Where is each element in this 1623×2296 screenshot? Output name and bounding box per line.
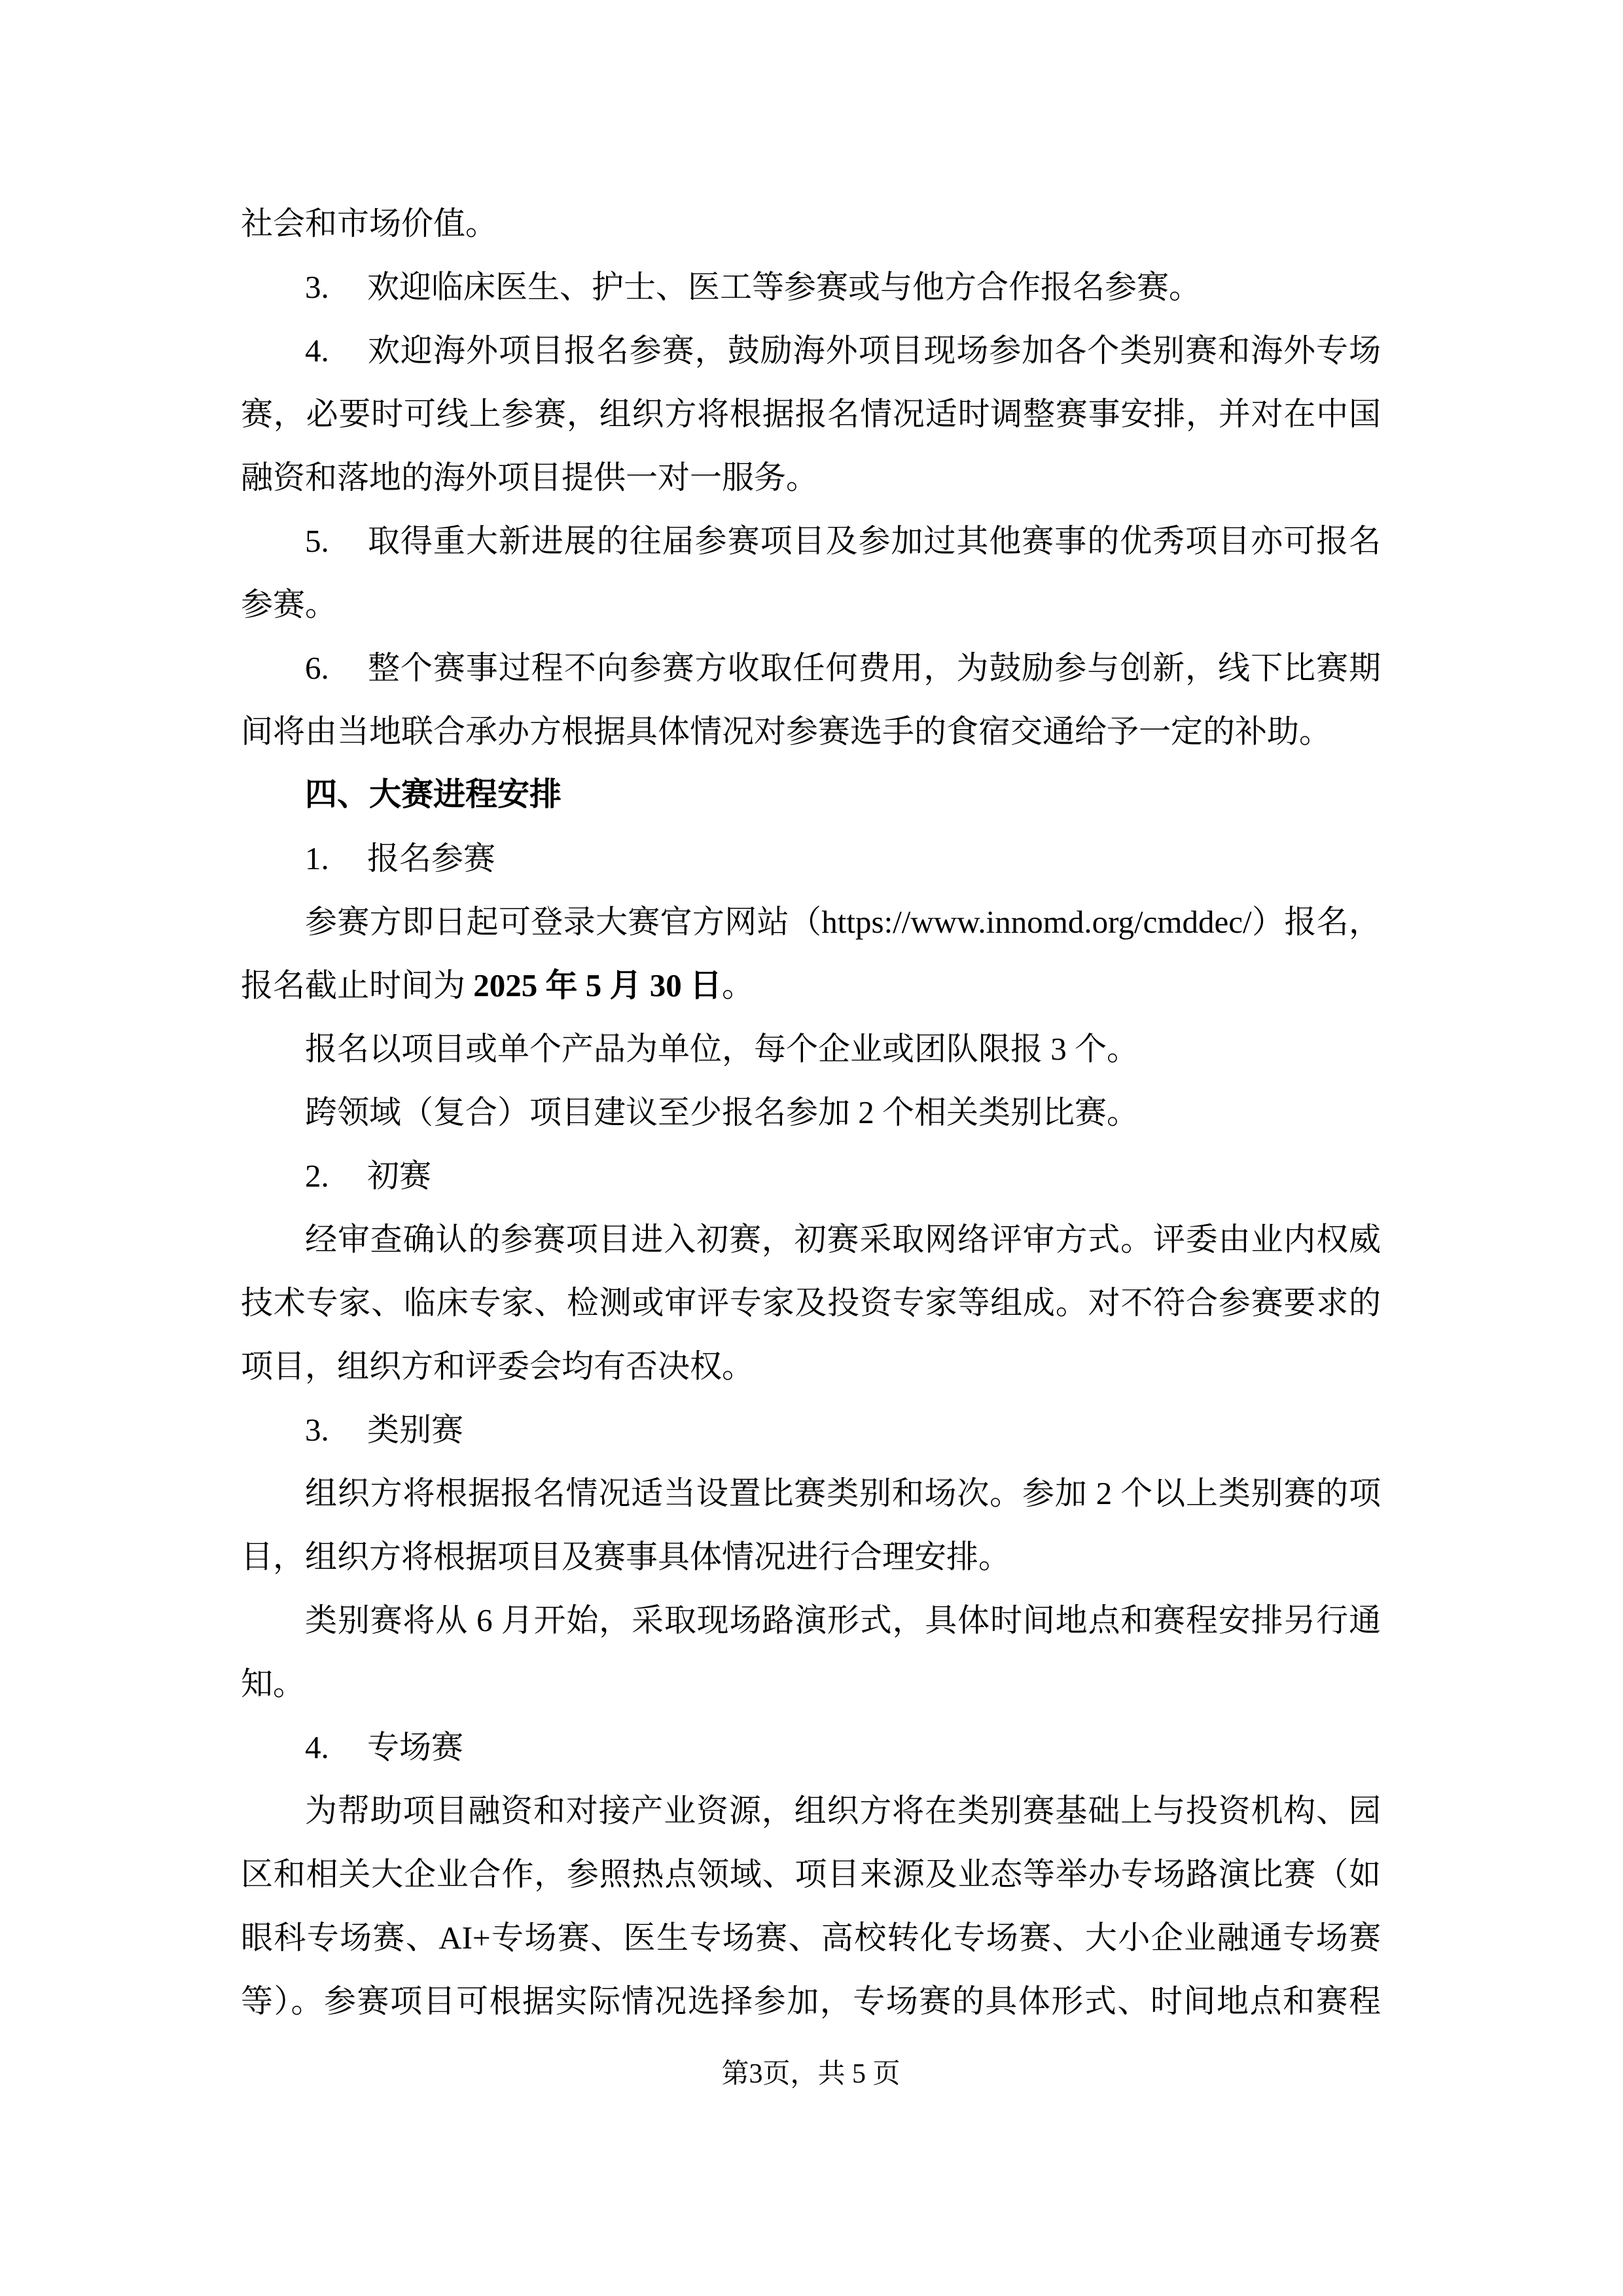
body-paragraph: 类别赛将从 6 月开始，采取现场路演形式，具体时间地点和赛程安排另行通知。 (241, 1602, 1381, 1702)
body-paragraph: 为帮助项目融资和对接产业资源，组织方将在类别赛基础上与投资机构、园区和相关大企业合作，参照热点领域、项目来源及业态等举办专场路演比赛（如眼科专场赛、AI+专场赛、医生专场赛、高校转化专场赛、大小企业融通专场赛等）。参赛项目可根据实际情况选择参加，专场赛的具体形式、时间地点和赛程 (241, 1793, 1381, 2019)
body-paragraph: 社会和市场价值。 (241, 206, 498, 242)
paragraph-text: 参赛方即日起可登录大赛官方网站（ (305, 904, 822, 940)
numbered-item (241, 1398, 1381, 1462)
item-text: 欢迎海外项目报名参赛，鼓励海外项目现场参加各个类别赛和海外专场赛，必要时可线上参赛，组织方将根据报名情况适时调整赛事安排，并对在中国融资和落地的海外项目提供一对一服务。 (241, 332, 1381, 495)
item-number: 3. (305, 1412, 329, 1448)
url-text: https://www.innomd.org/cmddec/ (821, 904, 1252, 940)
item-number: 4. (305, 1729, 329, 1765)
item-text: 取得重大新进展的往届参赛项目及参加过其他赛事的优秀项目亦可报名参赛。 (241, 523, 1381, 622)
document-body (241, 192, 1381, 2033)
item-text: 欢迎临床医生、护士、医工等参赛或与他方合作报名参赛。 (367, 269, 1202, 305)
numbered-item (241, 255, 1381, 319)
page-number-text: 第3页，共 5 页 (721, 2059, 901, 2089)
item-number: 2. (305, 1158, 329, 1194)
item-number: 5. (305, 523, 329, 559)
item-text: 初赛 (367, 1158, 432, 1194)
item-text: 整个赛事过程不向参赛方收取任何费用，为鼓励参与创新，线下比赛期间将由当地联合承办方根据具体情况对参赛选手的食宿交通给予一定的补助。 (241, 650, 1381, 749)
item-number: 1. (305, 840, 329, 876)
item-number: 4. (305, 332, 329, 368)
item-number: 6. (305, 650, 329, 686)
paragraph-text: 。 (722, 967, 755, 1003)
deadline-date: 2025 年 5 月 30 日 (473, 967, 722, 1003)
numbered-item (241, 1144, 1381, 1208)
numbered-item (241, 636, 1381, 763)
body-paragraph: 跨领域（复合）项目建议至少报名参加 2 个相关类别比赛。 (305, 1094, 1139, 1130)
numbered-item (241, 509, 1381, 636)
body-paragraph (241, 890, 1381, 1017)
item-text: 报名参赛 (367, 840, 496, 876)
page-footer (241, 2054, 1381, 2094)
numbered-item (241, 1715, 1381, 1779)
item-text: 专场赛 (367, 1729, 464, 1765)
item-text: 类别赛 (367, 1412, 464, 1448)
paragraph-text: ）报名，报名截止时间为 (241, 904, 1381, 1003)
numbered-item (241, 319, 1381, 509)
body-paragraph: 经审查确认的参赛项目进入初赛，初赛采取网络评审方式。评委由业内权威技术专家、临床专家、检测或审评专家及投资专家等组成。对不符合参赛要求的项目，组织方和评委会均有否决权。 (241, 1221, 1381, 1384)
section-heading: 四、大赛进程安排 (305, 777, 562, 812)
body-paragraph: 组织方将根据报名情况适当设置比赛类别和场次。参加 2 个以上类别赛的项目，组织方将根据项目及赛事具体情况进行合理安排。 (241, 1475, 1381, 1575)
item-number: 3. (305, 269, 329, 305)
numbered-item (241, 827, 1381, 890)
body-paragraph: 报名以项目或单个产品为单位，每个企业或团队限报 3 个。 (305, 1031, 1139, 1067)
